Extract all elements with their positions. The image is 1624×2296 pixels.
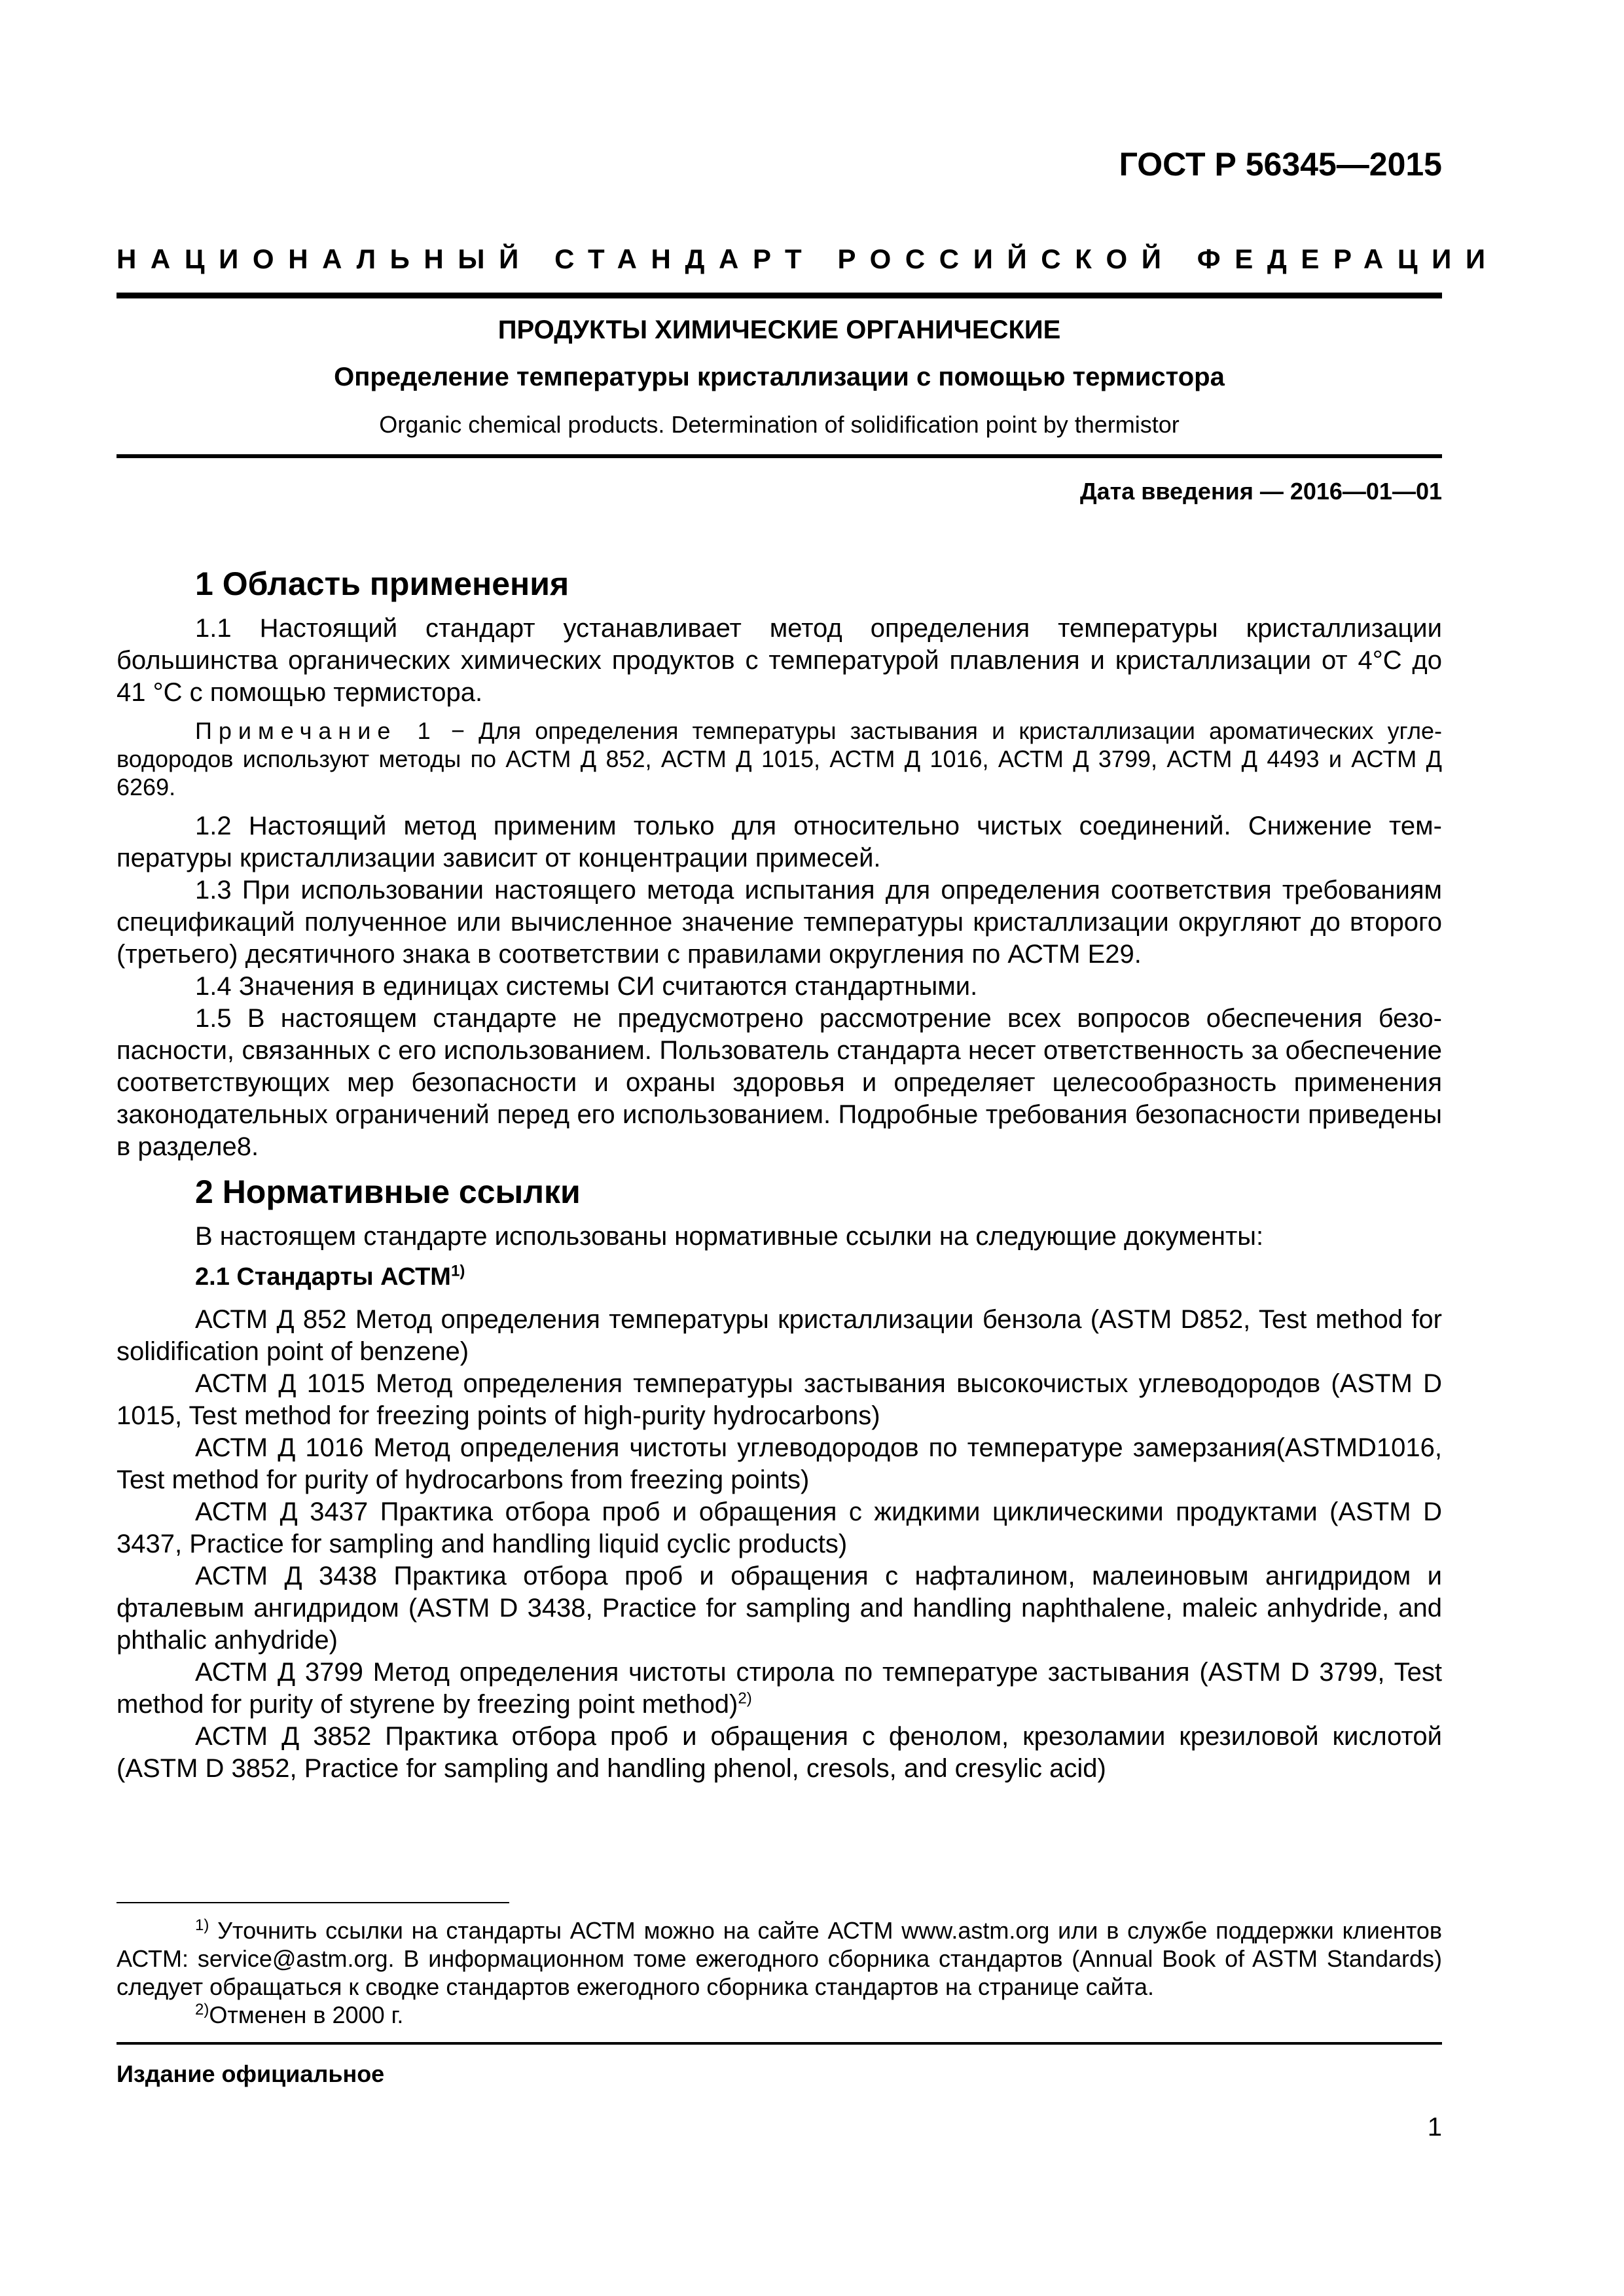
document-body (117, 564, 1442, 1785)
reference-astm-1016: АСТМ Д 1016 Метод определения чистоты углеводородов по температуре замерзания(ASTMD1016, Test method for purity of hydrocarbons from freezing points) (117, 1433, 1442, 1494)
reference-astm-852: АСТМ Д 852 Метод определения температуры кристаллизации бензола (ASTM D852, Test method for solidification point of benzene) (117, 1305, 1442, 1366)
title-divider (117, 454, 1442, 458)
section-2-heading: 2 Нормативные ссылки (195, 1174, 581, 1210)
footnote-1-mark: 1) (195, 1916, 209, 1934)
section-2-intro: В настоящем стандарте использованы нормативные ссылки на следующие документы: (195, 1222, 1264, 1251)
note-label: Примечание 1 (195, 717, 437, 744)
footer-divider (117, 2042, 1442, 2045)
edition-label: Издание официальное (117, 2060, 385, 2087)
footnote-2-mark: 2) (195, 2001, 209, 2018)
introduction-date: Дата введения — 2016—01—01 (1079, 478, 1442, 505)
footnote-ref-2: 2) (738, 1689, 752, 1708)
page-number: 1 (1427, 2113, 1442, 2142)
footnote-2-text: Отменен в 2000 г. (209, 2001, 404, 2028)
footnote-2 (117, 2001, 1442, 2029)
subsection-2-1-title: 2.1 Стандарты АСТМ (195, 1263, 451, 1291)
footnote-1 (117, 1916, 1442, 2001)
document-title-english: Organic chemical products. Determination of solidification point by thermistor (379, 411, 1180, 438)
reference-astm-3799 (117, 1657, 1442, 1721)
footnote-1-text: Уточнить ссылки на стандарты АСТМ можно на сайте АСТМ www.astm.org или в службе поддержки клиентов АСТМ: service@astm.org. В информационном томе ежегодного сборника стандартов (Annual Book of ASTM Standards) следует обращаться к сводке стандартов ежегодного сборника стандартов на странице сайта. (117, 1917, 1442, 2000)
reference-astm-3437: АСТМ Д 3437 Практика отбора проб и обращения с жидкими циклическими продуктами (ASTM D 3437, Practice for sampling and handling liquid cyclic products) (117, 1498, 1442, 1558)
reference-astm-3852: АСТМ Д 3852 Практика отбора проб и обращения с фенолом, крезоламии крезиловой кислотой (ASTM D 3852, Practice for sampling and handling phenol, cresols, and cresylic acid) (117, 1722, 1442, 1783)
reference-astm-3799-text: АСТМ Д 3799 Метод определения чистоты стирола по температуре застывания (ASTM D 3799, Test method for purity of styrene by freezing point method) (117, 1658, 1442, 1719)
footnotes (117, 1916, 1442, 2029)
footnote-ref-1: 1) (450, 1262, 465, 1280)
paragraph-1-1: 1.1 Настоящий стандарт устанавливает метод определения температуры кристаллизации большинства органических химических продуктов с температурой плавления и кристаллизации от 4°C до 41 °C с помощью термистора. (117, 614, 1442, 707)
gost-code: ГОСТ Р 56345—2015 (1119, 146, 1442, 183)
header-divider (117, 293, 1442, 298)
subsection-2-1-heading (195, 1261, 1442, 1293)
footnote-divider (117, 1902, 509, 1903)
paragraph-1-5: 1.5 В настоящем стандарте не предусмотрено рассмотрение всех вопросов обеспечения безопасности, связанных с его использованием. Пользователь стандарта несет ответственность за обеспечение соответствующих мер безопасности и охраны здоровья и определяет целесообразность применения законодательных ограничений перед его использованием. Подробные требования безопасности приведены в разделе8. (117, 1004, 1442, 1161)
paragraph-1-3: 1.3 При использовании настоящего метода испытания для определения соответствия требованиям спецификаций полученное или вычисленное значение температуры кристаллизации округляют до второго (третьего) десятичного знака в соответствии с правилами округления по АСТМ Е29. (117, 876, 1442, 969)
section-1-heading: 1 Область применения (195, 565, 569, 602)
reference-astm-1015: АСТМ Д 1015 Метод определения температуры застывания высокочистых углеводородов (ASTM D 1015, Test method for freezing points of high-purity hydrocarbons) (117, 1369, 1442, 1430)
paragraph-1-2: 1.2 Настоящий метод применим только для относительно чистых соединений. Снижение температуры кристаллизации зависит от концентрации примесей. (117, 812, 1442, 872)
note-1 (117, 717, 1442, 801)
paragraph-1-4: 1.4 Значения в единицах системы СИ считаются стандартными. (195, 972, 978, 1001)
national-standard-banner: НАЦИОНАЛЬНЫЙ СТАНДАРТ РОССИЙСКОЙ ФЕДЕРАЦИИ (117, 243, 1500, 274)
document-title: ПРОДУКТЫ ХИМИЧЕСКИЕ ОРГАНИЧЕСКИЕ (497, 315, 1061, 344)
reference-astm-3438: АСТМ Д 3438 Практика отбора проб и обращения с нафталином, малеиновым ангидридом и фталевым ангидридом (ASTM D 3438, Practice for sampling and handling naphthalene, maleic anhydride, and phthalic anhydride) (117, 1562, 1442, 1655)
note-text: − Для определения температуры застывания и кристаллизации ароматических углеводородов используют методы по АСТМ Д 852, АСТМ Д 1015, АСТМ Д 1016, АСТМ Д 3799, АСТМ Д 4493 и АСТМ Д 6269. (117, 717, 1442, 800)
document-subtitle: Определение температуры кристаллизации с помощью термистора (334, 363, 1225, 391)
